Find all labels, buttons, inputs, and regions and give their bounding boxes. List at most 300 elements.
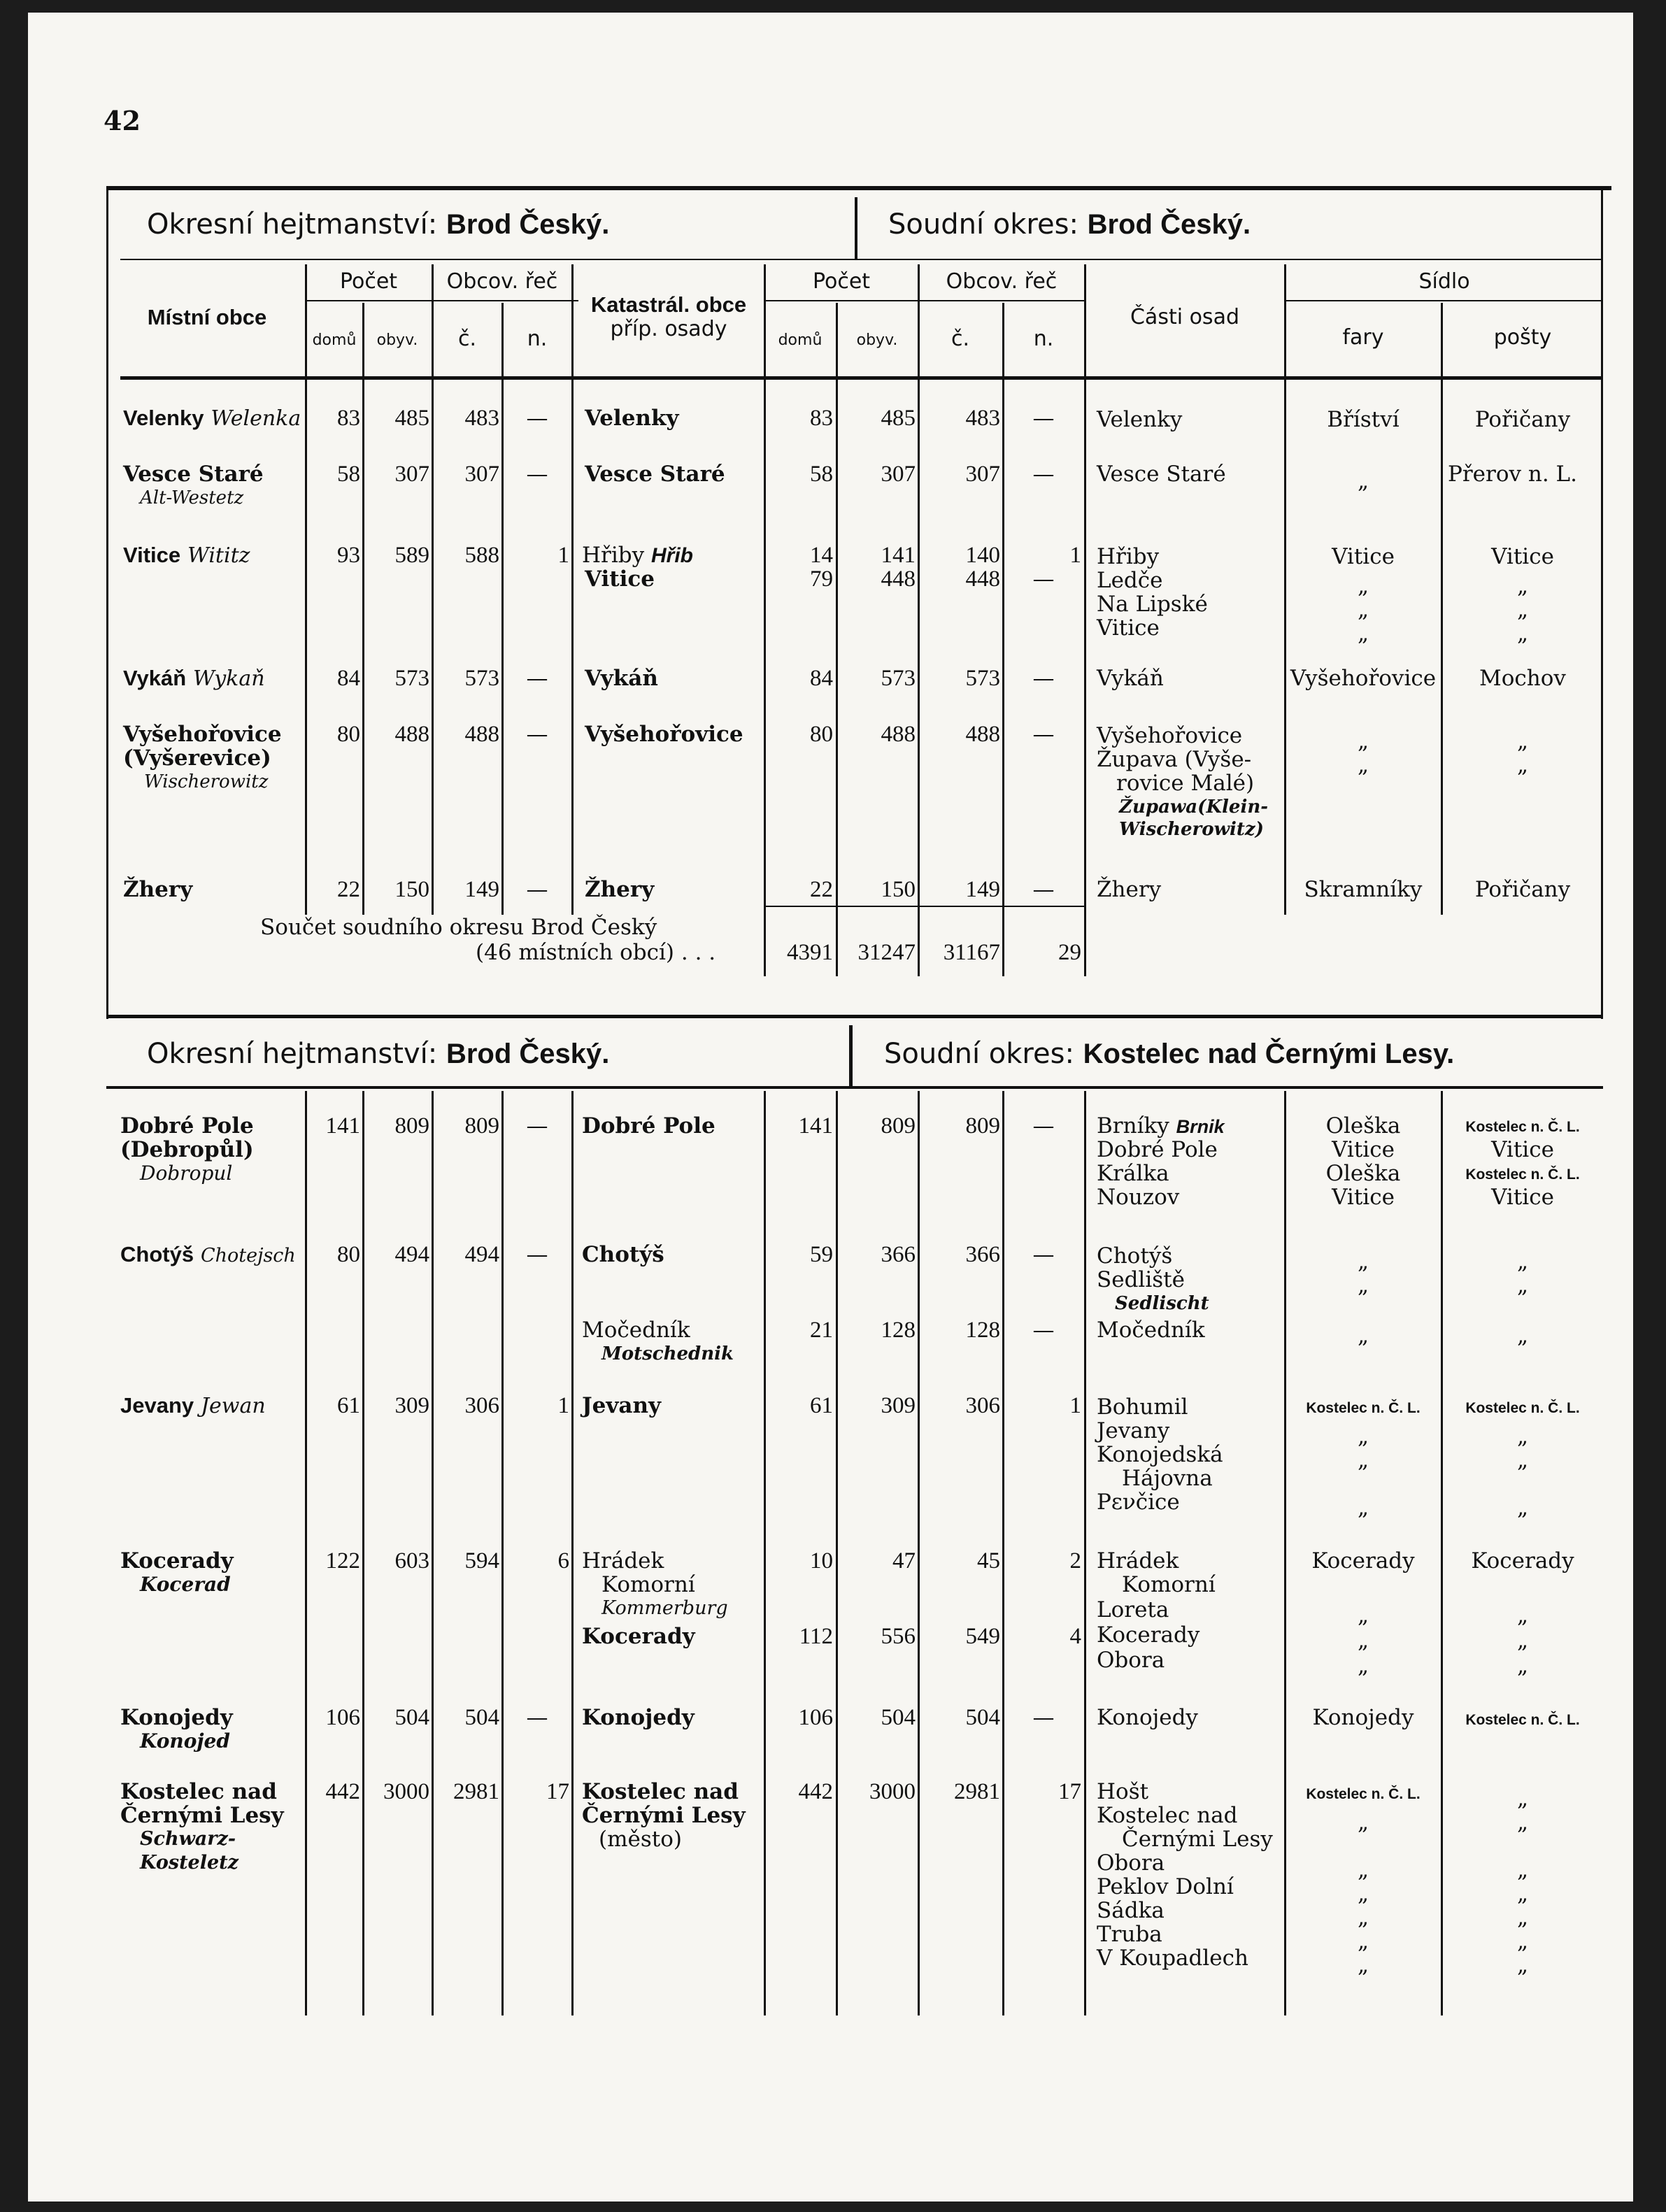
court-label: Soudní okres:: [888, 208, 1078, 241]
cell-domu: 22: [337, 877, 360, 902]
cell-n: —: [526, 406, 548, 431]
rule-4: [501, 303, 504, 915]
cell-fara: „: [1357, 573, 1369, 599]
cell-cast: Hájovna: [1122, 1466, 1213, 1491]
header-katastr-2: příp. osady: [610, 317, 727, 341]
cell-kat: Hřiby Hřib: [582, 543, 693, 568]
cell-fara: „: [1357, 1249, 1369, 1274]
total-domu: 4391: [787, 940, 833, 965]
cell-kat: Jevany: [582, 1393, 662, 1418]
cell-fara: Vyšehořovice: [1290, 666, 1437, 691]
cell-c: 2981: [453, 1779, 499, 1804]
header-obcov: Obcov. řeč: [446, 269, 558, 294]
cell-domu: 93: [337, 543, 360, 568]
cell-kdomu: 84: [810, 666, 833, 691]
cell-cast: Pενčice: [1097, 1490, 1180, 1515]
header-casti-osad: Části osad: [1130, 305, 1239, 329]
cell-kat-german: Kommerburg: [601, 1597, 728, 1619]
cell-n: —: [526, 1242, 548, 1267]
header-rule: [120, 376, 1603, 380]
s2-rule-10: [1084, 1091, 1086, 2015]
cell-posta: „: [1516, 597, 1529, 622]
cell-n: —: [526, 722, 548, 747]
row-name: Velenky Welenka: [123, 406, 301, 431]
cell-kat: Kostelec nad: [582, 1779, 739, 1804]
cell-cast: Na Lipské: [1097, 592, 1208, 617]
row-german: Kocerad: [140, 1573, 231, 1596]
cell-obyv: 504: [394, 1705, 429, 1730]
cell-fara: Kostelec n. Č. L.: [1306, 1786, 1421, 1802]
cell-fara: „: [1357, 1628, 1369, 1653]
header-mistni-obce: Místní obce: [147, 305, 267, 329]
cell-fara: „: [1357, 1273, 1369, 1298]
cell-kdomu: 80: [810, 722, 833, 747]
cell-posta: „: [1516, 1448, 1529, 1473]
cell-posta: „: [1516, 1495, 1529, 1520]
cell-domu: 80: [337, 1242, 360, 1267]
cell-kobyv: 556: [881, 1624, 916, 1649]
cell-kn: —: [1032, 462, 1055, 487]
cell-kat: Dobré Pole: [582, 1113, 715, 1139]
header-posty: pošty: [1493, 325, 1552, 350]
total-label-2: (46 místních obcí) . . .: [476, 940, 716, 965]
cell-kat: Chotýš: [582, 1242, 664, 1267]
cell-posta: „: [1516, 573, 1529, 599]
header-domu: domů: [312, 331, 357, 349]
cell-kn: 4: [1069, 1624, 1081, 1649]
cell-kat: (město): [599, 1827, 682, 1852]
cell-kn: —: [1032, 1318, 1055, 1343]
rule-2: [362, 303, 364, 915]
cell-cast: Žhery: [1097, 877, 1162, 902]
cell-posta: Kocerady: [1471, 1548, 1574, 1574]
cell-obyv: 150: [394, 877, 429, 902]
section2-top-rule: [106, 1015, 1603, 1018]
header-sidlo: Sídlo: [1418, 269, 1470, 294]
row-name: Dobré Pole: [120, 1113, 254, 1139]
cell-obyv: 809: [394, 1113, 429, 1139]
court-value: Kostelec nad Černými Lesy.: [1083, 1039, 1455, 1069]
cell-kobyv: 150: [881, 877, 916, 902]
cell-c: 149: [464, 877, 499, 902]
cell-posta: „: [1516, 621, 1529, 646]
cell-kc: 128: [965, 1318, 1000, 1343]
header-obcov-2: Obcov. řeč: [946, 269, 1058, 294]
cell-fara: „: [1357, 1857, 1369, 1883]
cell-posta: „: [1516, 1953, 1529, 1978]
cell-domu: 106: [325, 1705, 360, 1730]
cell-kobyv: 448: [881, 566, 916, 592]
cell-kobyv: 3000: [869, 1779, 916, 1804]
cell-cast: Vesce Staré: [1097, 462, 1226, 487]
rule-10: [1084, 264, 1086, 976]
cell-fara: Oleška: [1325, 1161, 1401, 1186]
district-label: Okresní hejtmanství:: [147, 1038, 438, 1070]
cell-cast: Hrádek: [1097, 1548, 1179, 1574]
cell-kn: —: [1032, 1705, 1055, 1730]
cell-cast: Močedník: [1097, 1318, 1205, 1343]
cell-cast: Vykáň: [1097, 666, 1164, 691]
cell-kobyv: 128: [881, 1318, 916, 1343]
cell-domu: 141: [325, 1113, 360, 1139]
cell-kn: 1: [1069, 543, 1081, 568]
cell-kn: —: [1032, 722, 1055, 747]
cell-fara: „: [1357, 1448, 1369, 1473]
cell-kc: 809: [965, 1113, 1000, 1139]
cell-c: 573: [464, 666, 499, 691]
total-n: 29: [1058, 940, 1081, 965]
cell-kdomu: 442: [798, 1779, 833, 1804]
cell-cast: rovice Malé): [1116, 771, 1255, 796]
header-domu-2: domů: [778, 331, 823, 349]
row-alt: (Vyšerevice): [123, 745, 271, 771]
cell-fara: „: [1357, 1929, 1369, 1954]
cell-fara: Vitice: [1332, 1185, 1395, 1210]
cell-kdomu: 83: [810, 406, 833, 431]
row-german: Alt-Westetz: [140, 487, 244, 508]
cell-posta: „: [1516, 1857, 1529, 1883]
cell-c: 488: [464, 722, 499, 747]
cell-kn: —: [1032, 1242, 1055, 1267]
cell-cast: Bohumil: [1097, 1394, 1188, 1420]
row-name: Žhery: [123, 877, 193, 902]
header-obyv: obyv.: [376, 331, 418, 349]
cell-kc: 573: [965, 666, 1000, 691]
cell-cast: Župawa(Klein-: [1119, 797, 1269, 818]
cell-kn: —: [1032, 877, 1055, 902]
cell-kc: 45: [977, 1548, 1000, 1574]
cell-cast: Ledče: [1097, 568, 1163, 593]
cell-kn: —: [1032, 666, 1055, 691]
cell-domu: 61: [337, 1393, 360, 1418]
cell-kat-german: Motschednik: [601, 1343, 734, 1364]
cell-cast: Jevany: [1097, 1418, 1170, 1443]
cell-kdomu: 112: [799, 1624, 833, 1649]
header-n-2: n.: [1033, 327, 1054, 351]
cell-kc: 140: [965, 543, 1000, 568]
cell-cast: Dobré Pole: [1097, 1137, 1218, 1162]
cell-cast: Obora: [1097, 1648, 1165, 1673]
cell-kobyv: 573: [881, 666, 916, 691]
cell-kat: Hrádek: [582, 1548, 664, 1574]
cell-cast: Kostelec nad: [1097, 1803, 1238, 1828]
header-fary: fary: [1342, 325, 1384, 350]
rule-title-mid: [855, 197, 857, 259]
cell-kat: Vyšehořovice: [585, 722, 743, 747]
header-obyv-2: obyv.: [856, 331, 898, 349]
cell-fara: Skramníky: [1304, 877, 1423, 902]
header-c-2: č.: [951, 327, 970, 351]
top-rule: [106, 186, 1611, 190]
cell-kat: Velenky: [585, 406, 679, 431]
cell-kdomu: 106: [798, 1705, 833, 1730]
cell-fara: Konojedy: [1312, 1705, 1414, 1730]
district-value: Brod Český.: [446, 1039, 610, 1069]
cell-posta: „: [1516, 1628, 1529, 1653]
cell-fara: „: [1357, 621, 1369, 646]
cell-cast: Peklov Dolní: [1097, 1874, 1234, 1899]
cell-posta: „: [1516, 1653, 1529, 1678]
cell-cast: V Koupadlech: [1097, 1946, 1248, 1971]
total-c: 31167: [943, 940, 1000, 965]
cell-obyv: 573: [394, 666, 429, 691]
cell-kat: Žhery: [585, 877, 655, 902]
cell-domu: 442: [325, 1779, 360, 1804]
pocet-rule: [306, 300, 578, 301]
cell-kdomu: 58: [810, 462, 833, 487]
cell-kobyv: 366: [881, 1242, 916, 1267]
cell-kobyv: 309: [881, 1393, 916, 1418]
cell-posta: Vitice: [1491, 544, 1554, 569]
cell-cast: Konojedská: [1097, 1442, 1223, 1467]
cell-kc: 504: [965, 1705, 1000, 1730]
cell-kc: 488: [965, 722, 1000, 747]
cell-posta: Přerov n. L.: [1448, 462, 1577, 487]
cell-kc: 483: [965, 406, 1000, 431]
row-name: Vykáň Wykaň: [123, 666, 265, 691]
cell-posta: „: [1516, 1323, 1529, 1348]
rule-left: [106, 190, 108, 1019]
cell-posta: „: [1516, 1603, 1529, 1628]
cell-fara: Oleška: [1325, 1113, 1401, 1139]
court-value: Brod Český.: [1087, 209, 1251, 240]
row-name: Vesce Staré: [123, 462, 264, 487]
cell-fara: „: [1357, 1495, 1369, 1520]
cell-kat: Komorní: [601, 1572, 695, 1597]
cell-posta: „: [1516, 1786, 1529, 1811]
cell-kc: 306: [965, 1393, 1000, 1418]
cell-c: 594: [464, 1548, 499, 1574]
cell-cast: Sádka: [1097, 1898, 1165, 1923]
page-number: 42: [104, 105, 141, 136]
cell-kn: —: [1032, 406, 1055, 431]
cell-posta: „: [1516, 752, 1529, 778]
section1-court: [888, 208, 1251, 241]
cell-c: 306: [464, 1393, 499, 1418]
district-value: Brod Český.: [446, 209, 610, 240]
cell-kat: Konojedy: [582, 1705, 695, 1730]
cell-obyv: 603: [394, 1548, 429, 1574]
cell-domu: 80: [337, 722, 360, 747]
cell-cast: Loreta: [1097, 1597, 1169, 1622]
title-rule: [120, 259, 1603, 260]
header-pocet: Počet: [339, 269, 398, 294]
cell-fara: „: [1357, 1603, 1369, 1628]
s2-rule-title-mid: [849, 1025, 853, 1087]
cell-kobyv: 141: [881, 543, 916, 568]
total-obyv: 31247: [857, 940, 916, 965]
row-name: Konojedy: [120, 1705, 233, 1730]
cell-cast: Kocerady: [1097, 1622, 1200, 1648]
cell-cast: Černými Lesy: [1122, 1827, 1273, 1852]
cell-kat: Kocerady: [582, 1624, 695, 1649]
cell-kc: 366: [965, 1242, 1000, 1267]
cell-kat: Černými Lesy: [582, 1803, 746, 1828]
cell-kc: 2981: [954, 1779, 1000, 1804]
cell-kc: 307: [965, 462, 1000, 487]
cell-fara: „: [1357, 1424, 1369, 1449]
sidlo-rule: [1285, 300, 1603, 301]
cell-cast: Obora: [1097, 1850, 1165, 1876]
cell-cast: Wischerowitz): [1119, 819, 1264, 840]
cell-domu: 84: [337, 666, 360, 691]
cell-kobyv: 504: [881, 1705, 916, 1730]
header-pocet-2: Počet: [812, 269, 871, 294]
cell-kobyv: 488: [881, 722, 916, 747]
section2-district: [147, 1038, 609, 1070]
cell-kat: Vesce Staré: [585, 462, 725, 487]
cell-kat: Vitice: [585, 566, 655, 592]
row-german: Schwarz-: [140, 1828, 236, 1850]
cell-kobyv: 47: [892, 1548, 916, 1574]
rule-6: [764, 264, 766, 976]
rule-7: [836, 303, 838, 976]
cell-cast: Brníky Brnik: [1097, 1113, 1225, 1139]
cell-kobyv: 485: [881, 406, 916, 431]
cell-cast: Velenky: [1097, 407, 1183, 432]
cell-posta: Kostelec n. Č. L.: [1465, 1166, 1580, 1183]
cell-posta: Mochov: [1479, 666, 1566, 691]
cell-kc: 549: [965, 1624, 1000, 1649]
cell-posta: Kostelec n. Č. L.: [1465, 1400, 1580, 1416]
row-name: Vitice Wititz: [123, 543, 250, 568]
cell-cast: Župava (Vyše-: [1097, 747, 1252, 772]
cell-fara: Kostelec n. Č. L.: [1306, 1400, 1421, 1416]
cell-posta: Pořičany: [1474, 407, 1571, 432]
cell-fara: „: [1357, 752, 1369, 778]
cell-posta: Vitice: [1491, 1137, 1554, 1162]
section2-court: [884, 1038, 1454, 1070]
cell-n: 17: [546, 1779, 569, 1804]
cell-n: 1: [557, 543, 569, 568]
row-name: Vyšehořovice: [123, 722, 282, 747]
header-c: č.: [457, 327, 477, 351]
cell-posta: „: [1516, 1424, 1529, 1449]
cell-posta: „: [1516, 1905, 1529, 1930]
cell-cast-german: Sedlischt: [1115, 1293, 1209, 1314]
section2-title-rule: [106, 1086, 1603, 1089]
total-label: Součet soudního okresu Brod Český: [260, 915, 657, 940]
cell-kn: 2: [1069, 1548, 1081, 1574]
cell-kdomu: 79: [810, 566, 833, 592]
rule-8: [918, 264, 920, 976]
cell-kdomu: 21: [810, 1318, 833, 1343]
cell-c: 494: [464, 1242, 499, 1267]
cell-c: 588: [464, 543, 499, 568]
cell-fara: Bříství: [1327, 407, 1400, 432]
cell-obyv: 494: [394, 1242, 429, 1267]
cell-domu: 122: [325, 1548, 360, 1574]
cell-cast: Vitice: [1097, 615, 1160, 641]
row-german: Kosteletz: [140, 1852, 238, 1874]
rule-1: [305, 264, 307, 915]
cell-posta: „: [1516, 1810, 1529, 1835]
cell-kn: —: [1032, 566, 1055, 592]
cell-c: 307: [464, 462, 499, 487]
header-n: n.: [527, 327, 548, 351]
cell-obyv: 488: [394, 722, 429, 747]
cell-fara: „: [1357, 1905, 1369, 1930]
row-alt: (Debropůl): [120, 1137, 254, 1162]
cell-posta: Kostelec n. Č. L.: [1465, 1712, 1580, 1728]
cell-kn: 17: [1058, 1779, 1081, 1804]
cell-kdomu: 14: [810, 543, 833, 568]
cell-obyv: 589: [394, 543, 429, 568]
cell-cast: Chotýš: [1097, 1243, 1173, 1269]
cell-kdomu: 10: [810, 1548, 833, 1574]
cell-kdomu: 22: [810, 877, 833, 902]
court-label: Soudní okres:: [884, 1038, 1074, 1070]
cell-domu: 83: [337, 406, 360, 431]
row-german: Dobropul: [140, 1162, 233, 1185]
cell-cast: Nouzov: [1097, 1185, 1180, 1210]
pocet2-rule: [764, 300, 1085, 301]
cell-cast: Truba: [1097, 1922, 1162, 1947]
cell-fara: „: [1357, 469, 1369, 494]
cell-domu: 58: [337, 462, 360, 487]
cell-kobyv: 809: [881, 1113, 916, 1139]
cell-posta: Kostelec n. Č. L.: [1465, 1119, 1580, 1135]
cell-n: 6: [557, 1548, 569, 1574]
cell-kat: Močedník: [582, 1318, 690, 1343]
cell-cast: Vyšehořovice: [1097, 723, 1243, 748]
cell-n: —: [526, 666, 548, 691]
district-label: Okresní hejtmanství:: [147, 208, 438, 241]
cell-fara: „: [1357, 1881, 1369, 1906]
cell-obyv: 485: [394, 406, 429, 431]
cell-fara: „: [1357, 1653, 1369, 1678]
cell-posta: „: [1516, 729, 1529, 754]
cell-obyv: 3000: [383, 1779, 429, 1804]
cell-c: 504: [464, 1705, 499, 1730]
cell-obyv: 309: [394, 1393, 429, 1418]
row-name: Chotýš Chotejsch: [120, 1242, 296, 1266]
cell-posta: „: [1516, 1249, 1529, 1274]
cell-kdomu: 59: [810, 1242, 833, 1267]
row-name: Kostelec nad: [120, 1779, 277, 1804]
cell-fara: „: [1357, 1953, 1369, 1978]
cell-kat: Vykáň: [585, 666, 658, 691]
cell-posta: Vitice: [1491, 1185, 1554, 1210]
row-german: Konojed: [140, 1729, 230, 1753]
cell-fara: Vitice: [1332, 1137, 1395, 1162]
cell-n: —: [526, 1113, 548, 1139]
cell-cast: Konojedy: [1097, 1705, 1198, 1730]
rule-3: [432, 264, 434, 915]
cell-kn: 1: [1069, 1393, 1081, 1418]
cell-kc: 149: [965, 877, 1000, 902]
row-name: Jevany Jewan: [120, 1393, 266, 1418]
cell-fara: „: [1357, 597, 1369, 622]
cell-kdomu: 141: [798, 1113, 833, 1139]
section1-district: [147, 208, 609, 241]
cell-cast: Králka: [1097, 1161, 1169, 1186]
cell-posta: „: [1516, 1881, 1529, 1906]
cell-kobyv: 307: [881, 462, 916, 487]
cell-cast: Hošt: [1097, 1779, 1149, 1804]
cell-posta: „: [1516, 1273, 1529, 1298]
cell-fara: „: [1357, 1323, 1369, 1348]
cell-fara: Kocerady: [1311, 1548, 1415, 1574]
cell-posta: Pořičany: [1474, 877, 1571, 902]
header-katastr-1: Katastrál. obce: [590, 292, 747, 317]
cell-kc: 448: [965, 566, 1000, 592]
total-rule: [764, 906, 1085, 907]
cell-kdomu: 61: [810, 1393, 833, 1418]
cell-kn: —: [1032, 1113, 1055, 1139]
cell-fara: „: [1357, 729, 1369, 754]
cell-fara: „: [1357, 1810, 1369, 1835]
